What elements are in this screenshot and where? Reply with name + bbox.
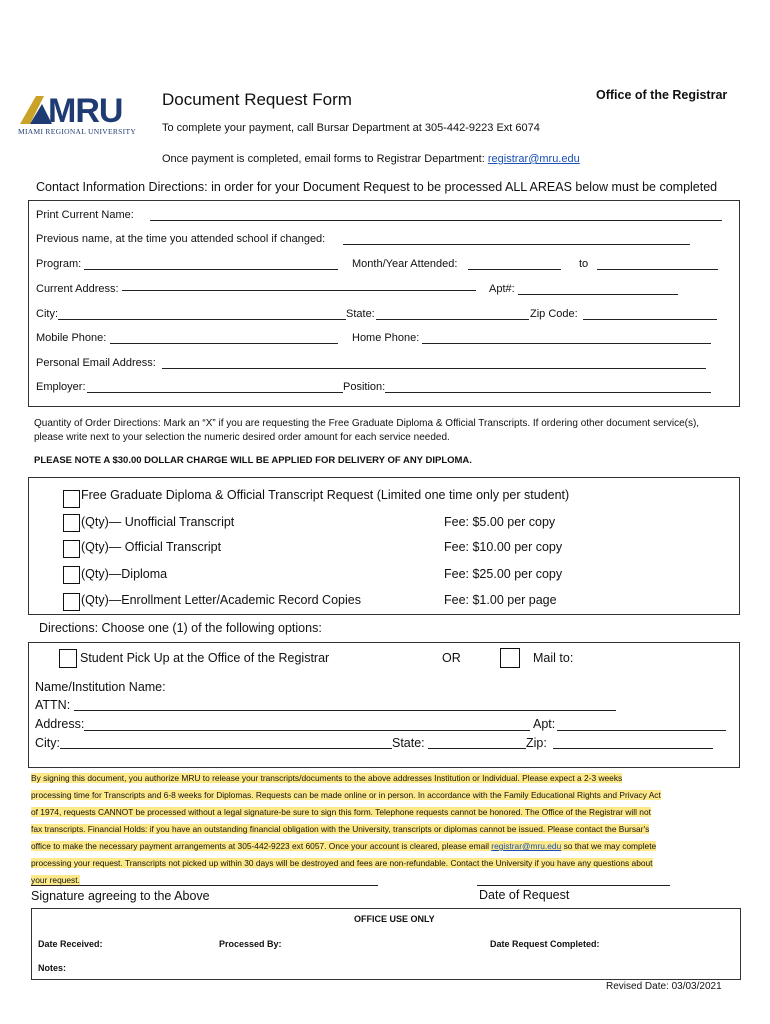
home-phone-label: Home Phone: [352, 332, 420, 344]
date-received-label: Date Received: [38, 939, 103, 949]
mail-apt-label: Apt: [533, 717, 556, 731]
zip-field[interactable] [583, 319, 717, 320]
form-title: Document Request Form [162, 90, 352, 109]
home-phone-field[interactable] [422, 343, 711, 344]
revised-date: Revised Date: 03/03/2021 [606, 981, 722, 992]
mail-address-field[interactable] [84, 730, 530, 731]
mail-address-label: Address: [35, 717, 85, 731]
date-completed-label: Date Request Completed: [490, 939, 600, 949]
item-free-diploma-label: Free Graduate Diploma & Official Transcript Request (Limited one time only per student) [81, 488, 570, 502]
mobile-field[interactable] [110, 343, 338, 344]
mobile-label: Mobile Phone: [36, 332, 107, 344]
disclaimer-email-link[interactable]: registrar@mru.edu [491, 841, 562, 851]
state-field[interactable] [376, 319, 529, 320]
print-name-field[interactable] [150, 220, 722, 221]
zip-label: Zip Code: [530, 308, 578, 320]
mail-state-field[interactable] [428, 748, 526, 749]
payment-instructions: To complete your payment, call Bursar Department at 305-442-9223 Ext 6074 [162, 122, 540, 134]
mail-zip-field[interactable] [553, 748, 713, 749]
employer-label: Employer: [36, 381, 86, 393]
disclaimer-line-3: of 1974, requests CANNOT be processed without a legal signature-be sure to sign this form. Telephone requests cannot be honored. The Office of the Registrar will not [31, 807, 651, 817]
city-label: City: [36, 308, 58, 320]
order-directions: Quantity of Order Directions: Mark an “X” if you are requesting the Free Graduate Diploma & Official Transcripts. If ordering other document service(s), please write next to your selection the numeric desired order amount for each service needed. [34, 418, 700, 443]
email-field[interactable] [162, 368, 706, 369]
mail-name-label: Name/Institution Name: [35, 680, 166, 694]
apt-field[interactable] [518, 294, 678, 295]
office-use-title: OFFICE USE ONLY [354, 914, 435, 924]
date-of-request-field[interactable] [477, 885, 670, 886]
contact-info-box [28, 200, 740, 407]
program-field[interactable] [84, 269, 338, 270]
item-enrollment-letter-label: (Qty)—Enrollment Letter/Academic Record Copies [81, 593, 361, 607]
mru-logo [18, 92, 148, 138]
address-field[interactable] [122, 290, 476, 291]
disclaimer-line-5: office to make the necessary payment arrangements at 305-442-9223 ext 6057. Once your account is cleared, please email registrar@mru.edu so that we may complete [31, 841, 657, 851]
address-label: Current Address: [36, 283, 119, 295]
disclaimer [31, 770, 725, 889]
or-label: OR [442, 651, 461, 665]
item-enrollment-letter-fee: Fee: $1.00 per page [444, 593, 557, 607]
item-unofficial-transcript-fee: Fee: $5.00 per copy [444, 515, 556, 529]
processed-by-label: Processed By: [219, 939, 282, 949]
checkbox-official-transcript[interactable] [63, 540, 80, 558]
signature-field[interactable] [31, 885, 378, 886]
mail-to-label: Mail to: [533, 651, 574, 665]
signature-label: Signature agreeing to the Above [31, 889, 210, 903]
disclaimer-line-2: processing time for Transcripts and 6-8 weeks for Diplomas. Requests can be made online or in person. In accordance with the Family Educational Rights and Privacy Act [31, 790, 661, 800]
mail-city-field[interactable] [60, 748, 392, 749]
diploma-charge-notice: PLEASE NOTE A $30.00 DOLLAR CHARGE WILL BE APPLIED FOR DELIVERY OF ANY DIPLOMA. [34, 455, 472, 466]
checkbox-unofficial-transcript[interactable] [63, 514, 80, 532]
position-field[interactable] [385, 392, 711, 393]
program-label: Program: [36, 258, 82, 270]
date-of-request-label: Date of Request [479, 888, 570, 902]
disclaimer-line-1: By signing this document, you authorize MRU to release your transcripts/documents to the above addresses Institution or Individual. Please expect a 2-3 weeks [31, 773, 623, 783]
to-label: to [579, 258, 589, 270]
item-diploma-fee: Fee: $25.00 per copy [444, 567, 563, 581]
state-label: State: [346, 308, 375, 320]
position-label: Position: [343, 381, 386, 393]
city-field[interactable] [58, 319, 346, 320]
checkbox-free-diploma[interactable] [63, 490, 80, 508]
mail-attn-label: ATTN: [35, 698, 71, 712]
item-official-transcript-fee: Fee: $10.00 per copy [444, 540, 563, 554]
pickup-label: Student Pick Up at the Office of the Registrar [80, 651, 330, 665]
registrar-email-link[interactable]: registrar@mru.edu [487, 153, 580, 165]
mail-state-label: State: [392, 736, 425, 750]
checkbox-enrollment-letter[interactable] [63, 593, 80, 611]
item-official-transcript-label: (Qty)— Official Transcript [81, 540, 222, 554]
previous-name-label: Previous name, at the time you attended school if changed: [36, 233, 326, 245]
email-label: Personal Email Address: [36, 357, 156, 369]
checkbox-mail[interactable] [500, 648, 520, 668]
logo-subtext: MIAMI REGIONAL UNIVERSITY [18, 127, 137, 136]
disclaimer-line-7: your request. [31, 875, 80, 885]
disclaimer-line-6: processing your request. Transcripts not picked up within 30 days will be destroyed and fees are non-refundable. Contact the University if you have any questions about [31, 858, 653, 868]
mail-apt-field[interactable] [557, 730, 726, 731]
delivery-directions: Directions: Choose one (1) of the following options: [39, 621, 322, 635]
checkbox-pickup[interactable] [59, 649, 77, 668]
month-year-from-field[interactable] [468, 269, 561, 270]
item-unofficial-transcript-label: (Qty)— Unofficial Transcript [81, 515, 235, 529]
disclaimer-line-4: fax transcripts. Financial Holds: if you have an outstanding financial obligation with the University, transcripts or diplomas cannot be issued. Please contact the Bursar's [31, 824, 650, 834]
mail-attn-field[interactable] [74, 710, 616, 711]
mail-zip-label: Zip: [526, 736, 547, 750]
notes-label: Notes: [38, 963, 67, 973]
month-year-to-field[interactable] [597, 269, 718, 270]
item-diploma-label: (Qty)—Diploma [81, 567, 168, 581]
office-of-registrar: Office of the Registrar [596, 88, 728, 102]
mail-city-label: City: [35, 736, 60, 750]
email-instructions [162, 153, 580, 165]
apt-label: Apt#: [489, 283, 515, 295]
employer-field[interactable] [87, 392, 343, 393]
print-name-label: Print Current Name: [36, 209, 134, 221]
month-year-label: Month/Year Attended: [352, 258, 458, 270]
email-instructions-text: Once payment is completed, email forms to Registrar Department: [162, 153, 485, 165]
contact-directions: Contact Information Directions: in order for your Document Request to be processed ALL AREAS below must be completed [36, 180, 718, 194]
logo-text: MRU [48, 92, 123, 130]
checkbox-diploma[interactable] [63, 566, 80, 584]
previous-name-field[interactable] [343, 244, 690, 245]
